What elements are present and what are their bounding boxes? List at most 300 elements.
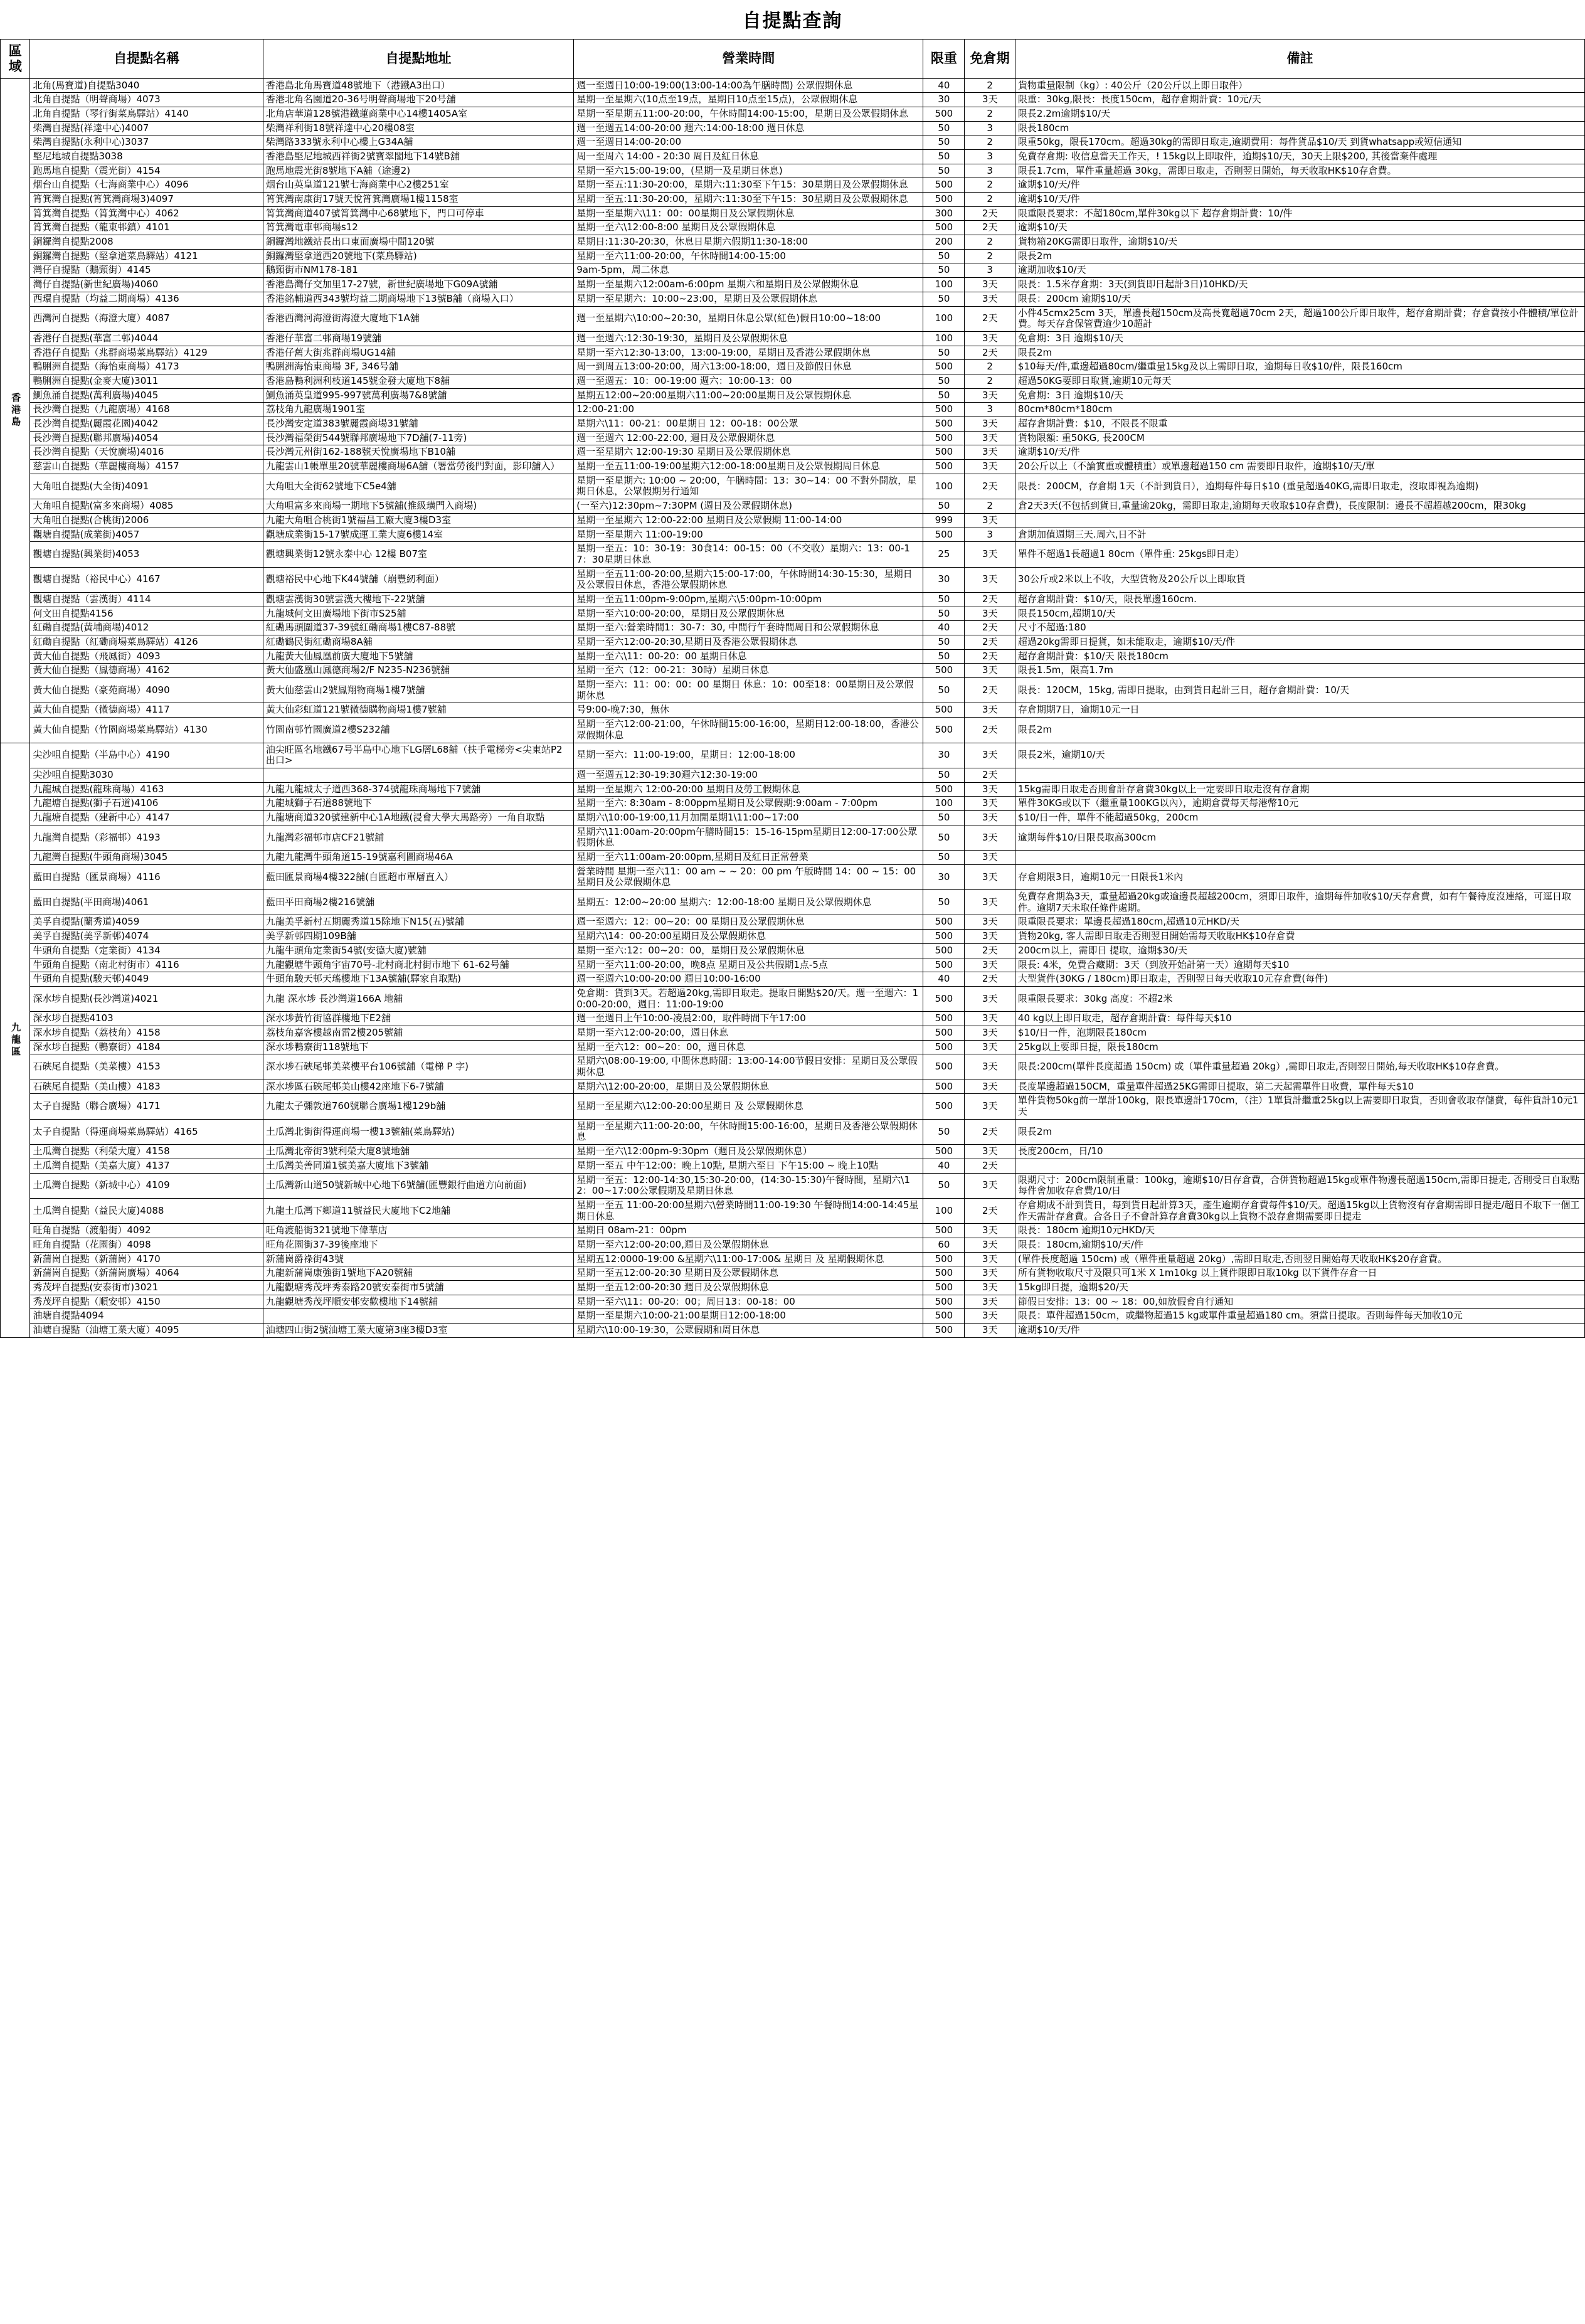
remark: 逾期每件$10/日限長取高300cm — [1015, 825, 1584, 850]
business-hours: 營業時間 星期一至六11：00 am ~ ~ 20：00 pm 午版時間 14：00 ~ 15：00星期日及公眾假期休息 — [574, 864, 923, 889]
pickup-point-name: 灣仔自提點（鵝頸街）4145 — [30, 263, 263, 278]
table-row — [1, 431, 1585, 445]
pickup-point-name: 九龍灣自提點（彩福邨）4193 — [30, 825, 263, 850]
table-row — [1, 972, 1585, 987]
remark: 200cm以上，需即日 提取，逾期$30/天 — [1015, 943, 1584, 958]
pickup-point-address: 九龍雲山1帳單里20號華麗樓商場6A舖（署當勞後門對面，影印舖入） — [263, 460, 573, 474]
pickup-point-address: 鰂魚涌英皇道995-997號萬利廣場7&8號舖 — [263, 388, 573, 403]
pickup-point-address: 紅磡馬頭圍道37-39號紅磡商場1樓C87-88號 — [263, 621, 573, 635]
weight-limit: 100 — [923, 1198, 965, 1223]
region-label: 九龍區 — [10, 1022, 22, 1058]
table-row — [1, 1281, 1585, 1295]
pickup-point-name: 黃大仙自提點（鳳德商場）4162 — [30, 664, 263, 678]
weight-limit: 100 — [923, 278, 965, 292]
weight-limit: 50 — [923, 346, 965, 360]
region-cell — [1, 743, 30, 1337]
table-row — [1, 1324, 1585, 1338]
weight-limit: 500 — [923, 431, 965, 445]
remark: 小件45cmx25cm 3天，單邊長超150cm及高長寬超過70cm 2天，超過100公斤即日取件，超存倉期計費；存倉費按小件體積/單位計費。每天存倉保管費逾少10超計 — [1015, 306, 1584, 331]
pickup-point-name: 土瓜灣自提點（新城中心）4109 — [30, 1173, 263, 1198]
pickup-point-name: 大角咀自提點(富多來商場）4085 — [30, 499, 263, 514]
business-hours: 星期一至六12:00-21:00，午休時間15:00-16:00，星期日12:00-18:00，香港公眾假期休息 — [574, 718, 923, 743]
remark: 限長: 4米，免費合藏期：3天（到放开始計第一天）逾期每天$10 — [1015, 958, 1584, 972]
pickup-point-address: 竹園南邨竹園廣道2樓S232舖 — [263, 718, 573, 743]
business-hours: 9am-5pm，周二休息 — [574, 263, 923, 278]
table-row — [1, 292, 1585, 306]
free-storage-period: 3天 — [965, 607, 1015, 621]
pickup-point-address: 牛頭角駿天邨天瑤樓地下13A號舖(驛家自取點) — [263, 972, 573, 987]
pickup-point-name: 黃大仙自提點（飛鳳街）4093 — [30, 649, 263, 664]
weight-limit: 50 — [923, 1119, 965, 1144]
weight-limit: 40 — [923, 1159, 965, 1173]
business-hours: 星期六\12:00-20:00，星期日及公眾假期休息 — [574, 1080, 923, 1094]
table-row — [1, 958, 1585, 972]
pickup-point-address: 美孚新邨四期109B舖 — [263, 930, 573, 944]
business-hours: 星期一至六12：00~20：00，週日休息 — [574, 1040, 923, 1054]
free-storage-period: 3天 — [965, 782, 1015, 797]
weight-limit: 25 — [923, 542, 965, 567]
weight-limit: 500 — [923, 178, 965, 193]
business-hours: 星期日:11:30-20:30，休息日星期六假期11:30-18:00 — [574, 235, 923, 250]
pickup-point-address: 香港北角名園道20-36号明聲商場地下20号舖 — [263, 93, 573, 107]
remark: 長度單邊超過150CM，重量單件超過25KG需即日提取，第二天起需單件日收費，單件每天$10 — [1015, 1080, 1584, 1094]
weight-limit: 30 — [923, 864, 965, 889]
business-hours: 星期一至五:11:30-20:00，星期六:11:30至下午15：30星期日及公眾假期休息 — [574, 193, 923, 207]
weight-limit: 500 — [923, 1054, 965, 1080]
table-row — [1, 986, 1585, 1011]
business-hours: 星期五12:00~20:00星期六11:00~20:00星期日及公眾假期休息 — [574, 388, 923, 403]
business-hours: 星期六\11：00-21：00星期日 12：00-18：00公眾 — [574, 417, 923, 432]
table-row — [1, 249, 1585, 263]
weight-limit: 50 — [923, 607, 965, 621]
pickup-point-address: 烟台山英皇道121號七海商業中心2樓251室 — [263, 178, 573, 193]
business-hours: 星期一至五:11:30-20:00，星期六:11:30至下午15：30星期日及公眾假期休息 — [574, 178, 923, 193]
table-row — [1, 890, 1585, 915]
free-storage-period: 3天 — [965, 417, 1015, 432]
business-hours: 星期一至星期六10:00-21:00星期日12:00-18:00 — [574, 1309, 923, 1324]
table-row — [1, 664, 1585, 678]
free-storage-period: 2 — [965, 360, 1015, 374]
remark: 超存倉期計費：$10/天，限長單邊160cm. — [1015, 592, 1584, 607]
table-row — [1, 235, 1585, 250]
remark: 40 kg以上即日取走，超存倉期計費：每件每天$10 — [1015, 1012, 1584, 1026]
weight-limit: 500 — [923, 1224, 965, 1238]
table-row — [1, 107, 1585, 121]
business-hours: 週一至星期六 12:00-19:30 星期日及公眾假期休息 — [574, 445, 923, 460]
weight-limit: 50 — [923, 768, 965, 782]
pickup-point-name: 鴨脷洲自提點(金麥大廈)3011 — [30, 374, 263, 388]
weight-limit: 50 — [923, 164, 965, 178]
pickup-point-address: 土瓜灣美善同道1號美嘉大廈地下3號舖 — [263, 1159, 573, 1173]
weight-limit: 60 — [923, 1238, 965, 1252]
pickup-point-address: 荔枝角九龍廣場1901室 — [263, 403, 573, 417]
pickup-point-name: 長沙灣自提點（九龍廣場）4168 — [30, 403, 263, 417]
business-hours: 星期一至星期六11:00-20:00，午休時間15:00-16:00，星期日及香港公眾假期休息 — [574, 1119, 923, 1144]
pickup-point-name: 石硤尾自提點（美菜樓）4153 — [30, 1054, 263, 1080]
pickup-point-address: 九龍灣彩福邨市店CF21號舖 — [263, 825, 573, 850]
weight-limit: 50 — [923, 1173, 965, 1198]
weight-limit: 500 — [923, 460, 965, 474]
remark: 限長180cm — [1015, 121, 1584, 135]
weight-limit: 50 — [923, 851, 965, 865]
weight-limit: 50 — [923, 149, 965, 164]
free-storage-period: 3天 — [965, 1040, 1015, 1054]
pickup-point-name: 觀塘自提點(興業街)4053 — [30, 542, 263, 567]
weight-limit: 500 — [923, 930, 965, 944]
free-storage-period: 3天 — [965, 810, 1015, 825]
table-row — [1, 1080, 1585, 1094]
weight-limit: 500 — [923, 1266, 965, 1281]
pickup-point-name: 旺角自提點（花園街）4098 — [30, 1238, 263, 1252]
pickup-point-address: 荔枝角嘉客樓越南雷2樓205號舖 — [263, 1026, 573, 1040]
table-row — [1, 331, 1585, 346]
pickup-point-name: 西灣河自提點（海澄大廈）4087 — [30, 306, 263, 331]
table-row — [1, 797, 1585, 811]
business-hours: 星期一至星期六: 10:00 ~ 20:00，午膳時間：13：30~14：00 不對外開放，星期日休息，公眾假期另行通知 — [574, 474, 923, 499]
free-storage-period: 3天 — [965, 1224, 1015, 1238]
pickup-point-address: 筲箕灣電車邨商場s12 — [263, 221, 573, 235]
table-row — [1, 474, 1585, 499]
business-hours: 星期一至五：10：30-19：30食14：00-15：00（不交收）星期六：13：00-17：30星期日休息 — [574, 542, 923, 567]
table-row — [1, 743, 1585, 768]
pickup-point-address: 香港仔舊大街兆群商場UG14舖 — [263, 346, 573, 360]
weight-limit: 100 — [923, 331, 965, 346]
free-storage-period: 3天 — [965, 1054, 1015, 1080]
business-hours: 星期一至六\11：00-20：00；周日13：00-18：00 — [574, 1295, 923, 1309]
weight-limit: 50 — [923, 388, 965, 403]
remark: 限重限長要求：單邊長超過180cm,超過10元HKD/天 — [1015, 915, 1584, 930]
business-hours: 星期一至五12:00-20:30 星期日及公眾假期休息 — [574, 1266, 923, 1281]
business-hours: 星期一至六: 8:30am - 8:00ppm星期日及公眾假期:9:00am - 7:00pm — [574, 797, 923, 811]
free-storage-period: 2 — [965, 107, 1015, 121]
table-row — [1, 528, 1585, 542]
free-storage-period: 3天 — [965, 851, 1015, 865]
free-storage-period: 3天 — [965, 1173, 1015, 1198]
free-storage-period: 3天 — [965, 1080, 1015, 1094]
pickup-point-address: 深水埗區石硤尾邨美山樓42座地下6-7號舖 — [263, 1080, 573, 1094]
pickup-point-name: 觀塘自提點（雲漢街）4114 — [30, 592, 263, 607]
table-row — [1, 1119, 1585, 1144]
table-row — [1, 915, 1585, 930]
table-row — [1, 768, 1585, 782]
remark: 限長2m — [1015, 1119, 1584, 1144]
remark: 15kg需即日取走否則會計存倉費30kg以上一定要即日取走沒有存倉期 — [1015, 782, 1584, 797]
table-row — [1, 513, 1585, 528]
pickup-point-name: 筲箕灣自提點（筲箕灣中心）4062 — [30, 206, 263, 221]
business-hours: 星期一至六12:00-20:00，週日休息 — [574, 1026, 923, 1040]
free-storage-period: 2天 — [965, 649, 1015, 664]
pickup-point-address — [263, 768, 573, 782]
free-storage-period: 2天 — [965, 768, 1015, 782]
pickup-point-address: 筲箕灣南康街17號天悅筲箕灣廣場1樓1158室 — [263, 193, 573, 207]
pickup-point-name: 土瓜灣自提點（利榮大廈）4158 — [30, 1145, 263, 1159]
pickup-point-name: 藍田自提點(平田商場)4061 — [30, 890, 263, 915]
weight-limit: 50 — [923, 374, 965, 388]
free-storage-period: 3天 — [965, 292, 1015, 306]
pickup-point-address: 長沙灣安定道383號麗霞商場31號舖 — [263, 417, 573, 432]
table-header — [1, 40, 1585, 79]
business-hours: 星期一至六\12:00-8:00 星期日及公眾假期休息 — [574, 221, 923, 235]
pickup-point-address: 紅磡鶴民街紅磡商場8A舖 — [263, 635, 573, 650]
pickup-point-name: 筲箕灣自提點（龍東邨鎮）4101 — [30, 221, 263, 235]
pickup-point-name: 新蒲崗自提點（新蒲崗）4170 — [30, 1252, 263, 1266]
table-row — [1, 1295, 1585, 1309]
table-row — [1, 1309, 1585, 1324]
business-hours: 星期一至六:12：00~20：00，星期日及公眾假期休息 — [574, 943, 923, 958]
remark: 限長2m — [1015, 718, 1584, 743]
table-row — [1, 1252, 1585, 1266]
free-storage-period: 3天 — [965, 278, 1015, 292]
pickup-point-address: 香港島堅尼地城西祥街2號寶翠閣地下14號B舖 — [263, 149, 573, 164]
pickup-point-name: 九龍城自提點(龍珠商場）4163 — [30, 782, 263, 797]
weight-limit: 50 — [923, 649, 965, 664]
table-row — [1, 445, 1585, 460]
free-storage-period: 3天 — [965, 930, 1015, 944]
pickup-point-address: 香港仔華富二邨商場19號舖 — [263, 331, 573, 346]
free-storage-period: 3天 — [965, 513, 1015, 528]
pickup-point-name: 銅鑼灣自提點2008 — [30, 235, 263, 250]
weight-limit: 500 — [923, 417, 965, 432]
pickup-point-address: 觀塘成業街15-17號成運工業大廈6樓14室 — [263, 528, 573, 542]
pickup-point-name: 太子自提點（聯合廣場）4171 — [30, 1094, 263, 1119]
remark: 限長1.7cm，單件重量超過 30kg，需即日取走，否則翌日開始，每天收取HK$10存倉費。 — [1015, 164, 1584, 178]
table-row — [1, 221, 1585, 235]
table-row — [1, 607, 1585, 621]
header-row — [1, 40, 1585, 79]
table-row — [1, 193, 1585, 207]
business-hours: 星期一至六：11:00-19:00，星期日：12:00-18:00 — [574, 743, 923, 768]
weight-limit: 300 — [923, 206, 965, 221]
business-hours: 星期一至六11:00-20:00，晚8点 星期日及公共假期1点-5点 — [574, 958, 923, 972]
pickup-point-name: 油塘自提點4094 — [30, 1309, 263, 1324]
weight-limit: 50 — [923, 249, 965, 263]
weight-limit: 500 — [923, 782, 965, 797]
pickup-point-address: 九龍 深水埗 長沙灣道166A 地舖 — [263, 986, 573, 1011]
column-header-name: 自提點名稱 — [30, 40, 263, 79]
free-storage-period: 3天 — [965, 825, 1015, 850]
free-storage-period: 2 — [965, 178, 1015, 193]
pickup-point-address: 柴灣祥利街18號祥達中心20樓08室 — [263, 121, 573, 135]
pickup-point-address: 鵝頸街市NM178-181 — [263, 263, 573, 278]
business-hours: 星期一至五 中午12:00：晚上10點, 星期六至日 下午15:00 ~ 晚上10點 — [574, 1159, 923, 1173]
weight-limit: 30 — [923, 743, 965, 768]
business-hours: 週一至週六:12:30-19:30，星期日及公眾假期休息 — [574, 331, 923, 346]
pickup-point-address: 大角咀富多來商場一期地下5號舖(推級璜門入商場) — [263, 499, 573, 514]
pickup-point-name: 觀塘自提點（裕民中心）4167 — [30, 567, 263, 592]
weight-limit: 50 — [923, 121, 965, 135]
remark: 逾期$10/天/件 — [1015, 193, 1584, 207]
pickup-point-name: 長沙灣自提點(麗霞花園)4042 — [30, 417, 263, 432]
free-storage-period: 2天 — [965, 678, 1015, 703]
pickup-point-name: 九龍塘自提點(獅子石道)4106 — [30, 797, 263, 811]
pickup-point-address: 旺角花園街37-39後座地下 — [263, 1238, 573, 1252]
pickup-point-address: 旺角渡船街321號地下偉華店 — [263, 1224, 573, 1238]
remark: 限重限長要求：不超180cm,單件30kg以下 超存倉期計費：10/件 — [1015, 206, 1584, 221]
weight-limit: 500 — [923, 1145, 965, 1159]
pickup-point-address: 土瓜灣北街街得運商場一樓13號舖(菜鳥驛站) — [263, 1119, 573, 1144]
free-storage-period: 2天 — [965, 1198, 1015, 1223]
table-row — [1, 678, 1585, 703]
free-storage-period: 2天 — [965, 621, 1015, 635]
weight-limit: 500 — [923, 1295, 965, 1309]
pickup-point-address: 北角店華道128號港鐵蓮商業中心14樓1405A室 — [263, 107, 573, 121]
business-hours: 星期一至六12:00-20:30,星期日及香港公眾假期休息 — [574, 635, 923, 650]
free-storage-period: 3天 — [965, 915, 1015, 930]
pickup-point-name: 何文田自提點4156 — [30, 607, 263, 621]
remark: (單件長度超過 150cm) 或（單件重量超過 20kg）,需即日取走,否則翌日開始每天收取HK$20存倉費。 — [1015, 1252, 1584, 1266]
pickup-point-name: 深水埗自提點4103 — [30, 1012, 263, 1026]
table-row — [1, 1198, 1585, 1223]
free-storage-period: 3 — [965, 149, 1015, 164]
pickup-point-name: 銅鑼灣自提點（堅拿道菜鳥驛站）4121 — [30, 249, 263, 263]
business-hours: 周一到周五13:00-20:00，周六13:00-18:00，週日及節假日休息 — [574, 360, 923, 374]
remark: 限長:200cm(單件長度超過 150cm) 或（單件重量超過 20kg）,需即日取走,否則翌日開始,每天收取HK$10存倉費。 — [1015, 1054, 1584, 1080]
table-row — [1, 1094, 1585, 1119]
weight-limit: 30 — [923, 93, 965, 107]
weight-limit: 30 — [923, 567, 965, 592]
free-storage-period: 2天 — [965, 592, 1015, 607]
free-storage-period: 3天 — [965, 664, 1015, 678]
free-storage-period: 3天 — [965, 93, 1015, 107]
remark: $10/日一件，單件不能超過50kg，200cm — [1015, 810, 1584, 825]
pickup-point-name: 九龍塘自提點（建新中心）4147 — [30, 810, 263, 825]
table-row — [1, 1145, 1585, 1159]
pickup-point-name: 石硤尾自提點（美山樓）4183 — [30, 1080, 263, 1094]
remark: 限長：單件超過150cm，或繼物超過15 kg或單件重量超過180 cm。須當日提取。否則每件每天加收10元 — [1015, 1309, 1584, 1324]
business-hours: 週一至週五14:00-20:00 週六:14:00-18:00 週日休息 — [574, 121, 923, 135]
remark: 單件30KG或以下（繼重量100KG以內），逾期倉費每天每港幣10元 — [1015, 797, 1584, 811]
table-row — [1, 164, 1585, 178]
pickup-point-name: 秀茂坪自提點(安泰街市)3021 — [30, 1281, 263, 1295]
business-hours: 星期一至五12:00-20:30 週日及公眾假期休息 — [574, 1281, 923, 1295]
free-storage-period: 2天 — [965, 635, 1015, 650]
pickup-point-name: 美孚自提點(美孚新邨)4074 — [30, 930, 263, 944]
table-row — [1, 851, 1585, 865]
pickup-point-address: 九龍太子彌敦道760號聯合廣場1樓129b舖 — [263, 1094, 573, 1119]
remark: 逾期$10/天 — [1015, 221, 1584, 235]
weight-limit: 500 — [923, 1324, 965, 1338]
column-header-region: 區域 — [1, 40, 30, 79]
weight-limit: 200 — [923, 235, 965, 250]
weight-limit: 500 — [923, 1040, 965, 1054]
business-hours: 星期六\11:00am-20:00pm午膳時間15：15-16-15pm星期日12:00-17:00公眾假期休息 — [574, 825, 923, 850]
pickup-point-address: 九龍觀塘秀茂坪秀泰路20號安泰街市5號舖 — [263, 1281, 573, 1295]
free-storage-period: 3天 — [965, 1026, 1015, 1040]
weight-limit: 500 — [923, 915, 965, 930]
free-storage-period: 3天 — [965, 1238, 1015, 1252]
free-storage-period: 2天 — [965, 972, 1015, 987]
free-storage-period: 3天 — [965, 797, 1015, 811]
remark: 限長2m — [1015, 249, 1584, 263]
weight-limit: 50 — [923, 810, 965, 825]
table-row — [1, 78, 1585, 93]
remark: 15kg即日提，逾期$20/天 — [1015, 1281, 1584, 1295]
column-header-weight-limit: 限重 — [923, 40, 965, 79]
table-row — [1, 1224, 1585, 1238]
table-row — [1, 943, 1585, 958]
free-storage-period: 3 — [965, 164, 1015, 178]
weight-limit: 500 — [923, 528, 965, 542]
table-row — [1, 93, 1585, 107]
table-row — [1, 542, 1585, 567]
pickup-point-address: 觀塘興業街12號永泰中心 12樓 B07室 — [263, 542, 573, 567]
table-row — [1, 499, 1585, 514]
free-storage-period: 3天 — [965, 890, 1015, 915]
weight-limit: 50 — [923, 592, 965, 607]
weight-limit: 500 — [923, 1309, 965, 1324]
business-hours: 星期一至星期六 11:00-19:00 — [574, 528, 923, 542]
business-hours: 星期一至六：11：00：00：00 星期日 休息：10：00至18：00星期日及公眾假期休息 — [574, 678, 923, 703]
free-storage-period: 3 — [965, 263, 1015, 278]
pickup-point-address: 跑馬地震光街8號地下A舖（途邊2) — [263, 164, 573, 178]
pickup-point-address: 九龍觀塘牛頭角宇宙70号-北村商北村街市地下 61-62号舖 — [263, 958, 573, 972]
remark: 大型貨件(30KG / 180cm)即日取走，否則翌日每天收取10元存倉費(每件) — [1015, 972, 1584, 987]
remark: 存倉期期7日，逾期10元一日 — [1015, 703, 1584, 718]
table-row — [1, 306, 1585, 331]
pickup-point-name: 藍田自提點（匯景商場）4116 — [30, 864, 263, 889]
remark: 單件不超過1長超過1 80cm（單件重: 25kgs即日走） — [1015, 542, 1584, 567]
business-hours: 週一至星期六\10:00~20:30，星期日休息公眾(紅色)假日10:00~18:00 — [574, 306, 923, 331]
table-row — [1, 388, 1585, 403]
pickup-point-name: 鴨脷洲自提點（海怡東商場）4173 — [30, 360, 263, 374]
weight-limit: 500 — [923, 664, 965, 678]
column-header-remark: 備註 — [1015, 40, 1584, 79]
pickup-point-address: 筲箕灣商道407號筲箕灣中心68號地下，門口可停車 — [263, 206, 573, 221]
pickup-point-name: 土瓜灣自提點（益民大廈)4088 — [30, 1198, 263, 1223]
business-hours: 星期一至星期六 12:00-22:00 星期日及公眾假期 11:00-14:00 — [574, 513, 923, 528]
remark: 限重：30kg,限長：長度150cm，超存倉期計費：10元/天 — [1015, 93, 1584, 107]
free-storage-period: 3 — [965, 403, 1015, 417]
free-storage-period: 3天 — [965, 331, 1015, 346]
remark — [1015, 768, 1584, 782]
pickup-point-address: 九龍新蒲崗康強街1號地下A20號舖 — [263, 1266, 573, 1281]
weight-limit: 500 — [923, 1080, 965, 1094]
pickup-point-name: 牛頭角自提點（定業街）4134 — [30, 943, 263, 958]
pickup-point-name: 長沙灣自提點（天悅廣場)4016 — [30, 445, 263, 460]
remark: 限長150cm,超期10/天 — [1015, 607, 1584, 621]
weight-limit: 500 — [923, 943, 965, 958]
pickup-point-address: 新蒲崗爵祿街43號 — [263, 1252, 573, 1266]
pickup-point-address: 九龍土瓜灣下鄉道11號益民大廈地下C2地舖 — [263, 1198, 573, 1223]
pickup-point-address: 黃大仙盛凰山鳳德商場2/F N235-N236號舖 — [263, 664, 573, 678]
pickup-point-address: 觀塘雲漢街30號雲漢大樓地下-22號舖 — [263, 592, 573, 607]
business-hours: 星期一至六15:00-19:00，(星期一及星期日休息) — [574, 164, 923, 178]
pickup-point-address: 藍田平田商場2樓216號舖 — [263, 890, 573, 915]
remark: 限重限長要求：30kg 高度：不超2米 — [1015, 986, 1584, 1011]
table-row — [1, 374, 1585, 388]
business-hours: 星期六\08:00-19:00, 中間休息時間：13:00-14:00节假日安排：星期日及公眾假期休息 — [574, 1054, 923, 1080]
business-hours: 週一至週日上午10:00-凌晨2:00，取件時間下午17:00 — [574, 1012, 923, 1026]
remark: 20公斤以上（不論實重或體積重）或單邊超過150 cm 需要即日取件，逾期$10/天/單 — [1015, 460, 1584, 474]
pickup-point-name: 旺角自提點（渡船街）4092 — [30, 1224, 263, 1238]
pickup-point-name: 秀茂坪自提點（順安邨）4150 — [30, 1295, 263, 1309]
remark: 倉期加值週期三天.周六,日不計 — [1015, 528, 1584, 542]
table-row — [1, 460, 1585, 474]
table-row — [1, 1266, 1585, 1281]
business-hours: 週一至週六10:00-20:00 週日10:00-16:00 — [574, 972, 923, 987]
free-storage-period: 2 — [965, 499, 1015, 514]
weight-limit: 500 — [923, 1012, 965, 1026]
free-storage-period: 3天 — [965, 1309, 1015, 1324]
business-hours: 星期一至星期六12:00am-6:00pm 星期六和星期日及公眾假期休息 — [574, 278, 923, 292]
remark: 貨物20kg, 客人需即日取走否則翌日開始需每天收取HK$10存倉費 — [1015, 930, 1584, 944]
remark: 限長1.5m，限高1.7m — [1015, 664, 1584, 678]
column-header-address: 自提點地址 — [263, 40, 573, 79]
business-hours: 週一至週六 12:00-22:00, 週日及公眾假期休息 — [574, 431, 923, 445]
pickup-point-name: 烟台山自提點（七海商業中心）4096 — [30, 178, 263, 193]
weight-limit: 500 — [923, 360, 965, 374]
business-hours: 星期一至五11:00-19:00星期六12:00-18:00星期日及公眾假期周日休息 — [574, 460, 923, 474]
